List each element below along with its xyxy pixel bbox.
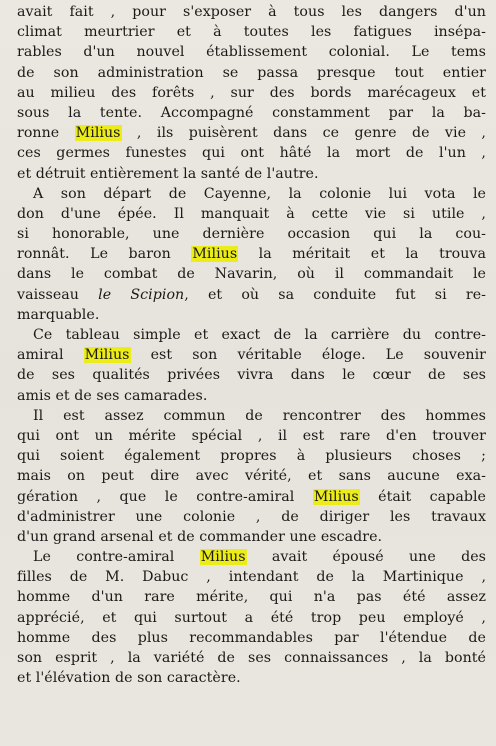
text-line: vaisseau le Scipion, et où sa conduite fut si re- (17, 286, 486, 303)
text-line: filles de M. Dabuc , intendant de la Martinique , (17, 569, 486, 586)
text-line: sous la tente. Accompagné constamment par la ba- (17, 104, 486, 121)
text-line: ronne Milius , ils puisèrent dans ce genre de vie , (17, 125, 486, 142)
text-line: si honorable, une dernière occasion qui la cou- (17, 226, 486, 243)
text-line: amis et de ses camarades. (17, 387, 208, 404)
text-line: mais on peut dire avec vérité, et sans aucune exa- (17, 468, 486, 485)
text-line: de ses qualités privées vivra dans le cœur de ses (17, 367, 486, 384)
highlighted-word: Milius (192, 246, 238, 263)
highlighted-word: Milius (313, 488, 359, 505)
highlighted-word: Milius (200, 549, 246, 566)
text-line: avait fait , pour s'exposer à tous les dangers d'un (17, 4, 486, 20)
text-line: Il est assez commun de rencontrer des hommes (33, 407, 486, 424)
text-line: dans le combat de Navarin, où il commandait le (17, 266, 486, 283)
text-line: A son départ de Cayenne, la colonie lui vota le (33, 185, 486, 202)
text-line: et détruit entièrement la santé de l'autre. (17, 165, 319, 182)
text-line: homme des plus recommandables par l'étendue de (17, 629, 486, 646)
text-line: de son administration se passa presque tout entier (17, 64, 486, 81)
text-line: amiral Milius est son véritable éloge. Le souvenir (17, 347, 487, 364)
text-line: marquable. (17, 306, 100, 323)
text-line: climat meurtrier et à toutes les fatigues insépa- (17, 24, 486, 41)
text-line: d'un grand arsenal et de commander une escadre. (17, 528, 383, 545)
paragraph-2 (17, 184, 486, 325)
ship-name: le Scipion (98, 286, 185, 303)
text-line: homme d'un rare mérite, qui n'a pas été assez (17, 589, 486, 606)
text-line: d'administrer une colonie , de diriger les travaux (17, 508, 486, 525)
text-line: qui soient également propres à plusieurs choses ; (17, 448, 486, 465)
text-line: qui ont un mérite spécial , il est rare d'en trouver (17, 427, 486, 444)
paragraph-4 (17, 406, 486, 547)
paragraph-5 (17, 547, 486, 688)
text-line: et l'élévation de son caractère. (17, 670, 241, 687)
highlighted-word: Milius (75, 125, 121, 142)
text-line: don d'une épée. Il manquait à cette vie si utile , (17, 205, 486, 222)
text-line: ces germes funestes qui ont hâté la mort de l'un , (17, 145, 486, 162)
text-line: au milieu des forêts , sur des bords marécageux et (17, 84, 486, 101)
paragraph-1 (17, 2, 486, 184)
text-line: Le contre-amiral Milius avait épousé une des (33, 549, 486, 566)
text-line: Ce tableau simple et exact de la carrière du contre- (33, 327, 486, 343)
text-line: son esprit , la variété de ses connaissances , la bonté (17, 650, 486, 666)
text-line: ronnât. Le baron Milius la méritait et la trouva (17, 246, 486, 263)
text-line: gération , que le contre-amiral Milius était capable (17, 488, 486, 505)
text-line: apprécié, et qui surtout a été trop peu employé , (17, 609, 486, 626)
highlighted-word: Milius (84, 347, 130, 364)
paragraph-3 (17, 325, 486, 406)
text-line: rables d'un nouvel établissement colonial. Le tems (17, 44, 486, 61)
